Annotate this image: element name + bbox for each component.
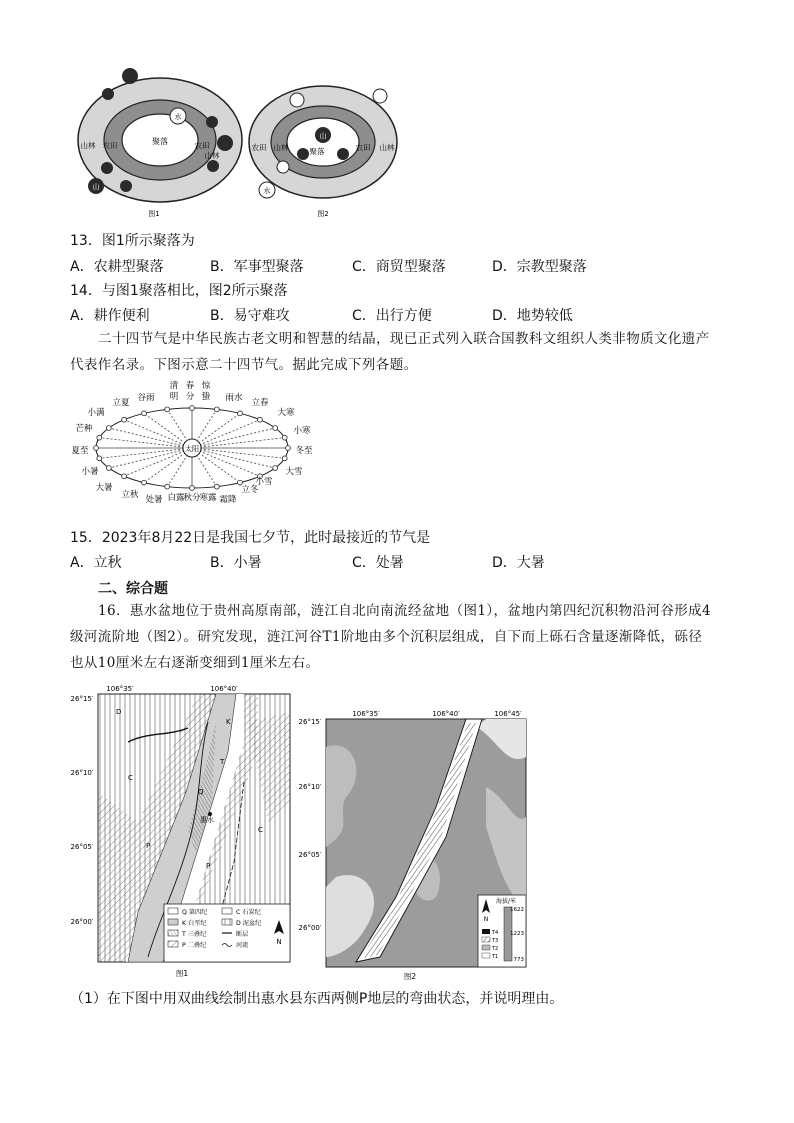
map1-lon-2: 106°40′ xyxy=(210,685,238,693)
term-xiaoman: 小满 xyxy=(87,408,105,418)
map2-elev-2: 1223 xyxy=(510,931,524,937)
term-zhe: 蛰 xyxy=(201,392,211,402)
term-qiufen: 秋分 xyxy=(183,493,201,503)
q15-option-a[interactable]: A．立秋 xyxy=(70,555,122,571)
map2-lat-1: 26°15′ xyxy=(298,718,322,726)
map1-lat-1: 26°15′ xyxy=(70,695,94,703)
term-dot xyxy=(122,417,127,422)
q14-option-d[interactable]: D．地势较低 xyxy=(492,308,573,324)
q14-stem: 14．与图1聚落相比，图2所示聚落 xyxy=(70,283,288,299)
fig2-water-label: 水 xyxy=(263,187,271,195)
passage-line-2: 代表作名录。下图示意二十四节气。据此完成下列各题。 xyxy=(70,357,418,373)
fig1-outer-label: 山林 xyxy=(80,141,96,150)
term-xiaoshu: 小暑 xyxy=(81,467,99,477)
map1-legend-3: K 白垩纪 xyxy=(182,920,207,927)
map1-legend-8: 河流 xyxy=(236,942,249,949)
term-jing: 惊 xyxy=(201,381,211,391)
q15-option-d[interactable]: D．大暑 xyxy=(492,555,545,571)
fig1-center-label: 聚落 xyxy=(152,137,168,146)
map1-lon-1: 106°35′ xyxy=(106,685,134,693)
term-dot xyxy=(165,484,170,489)
map1-label-k: K xyxy=(226,718,231,726)
q13-stem: 13．图1所示聚落为 xyxy=(70,233,195,249)
map2-legend-title: 海拔/米 xyxy=(495,898,517,905)
q13-option-a[interactable]: A．农耕型聚落 xyxy=(70,259,164,275)
settlement-figure-2 xyxy=(245,80,405,222)
map1-legend-7: P 二叠纪 xyxy=(182,942,207,949)
term-dot xyxy=(286,446,291,451)
term-ming: 明 xyxy=(169,392,179,402)
map1-label-q: Q xyxy=(198,788,204,796)
geologic-map-figure-1 xyxy=(68,682,296,982)
term-dot xyxy=(97,456,102,461)
fig2-outer-left-label: 农田 xyxy=(251,143,267,152)
map2-terrace-t4: T4 xyxy=(492,930,499,936)
fig1-mountain-label: 山 xyxy=(92,183,100,191)
term-dot xyxy=(273,426,278,431)
term-hanlu: 寒露 xyxy=(199,493,217,503)
map1-label-c2: C xyxy=(258,826,263,834)
term-fen: 分 xyxy=(185,392,195,402)
q16-line-2: 级河流阶地（图2）。研究发现，涟江河谷T1阶地由多个沉积层组成，自下而上砾石含量逐渐降低，砾径 xyxy=(70,629,703,645)
q16-line-1: 16．惠水盆地位于贵州高原南部，涟江自北向南流经盆地（图1），盆地内第四纪沉积物沿河谷形成4 xyxy=(98,603,712,619)
map1-legend-1: Q 第四纪 xyxy=(182,909,208,916)
q14-option-c[interactable]: C．出行方便 xyxy=(352,308,432,324)
passage-line-1: 二十四节气是中华民族古老文明和智慧的结晶，现已正式列入联合国教科文组织人类非物质文化遗产 xyxy=(98,331,710,347)
map1-caption: 图1 xyxy=(175,969,189,978)
map1-legend-4: D 泥盆纪 xyxy=(236,920,262,927)
term-dot xyxy=(106,466,111,471)
map1-lat-3: 26°05′ xyxy=(70,843,94,851)
q16-sub-1: （1）在下图中用双曲线绘制出惠水县东西两侧P地层的弯曲状态，并说明理由。 xyxy=(70,991,564,1007)
term-dot xyxy=(214,407,219,412)
map2-lon-3: 106°45′ xyxy=(494,710,522,718)
q16-line-3: 也从10厘米左右逐渐变细到1厘米左右。 xyxy=(70,655,320,671)
section-2-title: 二、综合题 xyxy=(98,581,168,597)
fig2-middle-left-label: 山林 xyxy=(273,143,289,152)
term-liqiu: 立秋 xyxy=(121,490,139,500)
fig2-outer-right-label: 山林 xyxy=(379,143,395,152)
map2-north: N xyxy=(483,916,489,923)
term-spoke xyxy=(99,438,192,448)
map1-legend-6: 断层 xyxy=(236,931,249,938)
term-dot xyxy=(122,474,127,479)
term-dot xyxy=(142,411,147,416)
map2-elev-3: 773 xyxy=(513,957,524,963)
term-dashu: 大暑 xyxy=(95,483,113,493)
term-dot xyxy=(282,435,287,440)
fig2-middle-right-label: 农田 xyxy=(355,143,371,152)
q13-option-d[interactable]: D．宗教型聚落 xyxy=(492,259,587,275)
fig1-right-middle-label: 农田 xyxy=(194,141,210,150)
term-yushui: 雨水 xyxy=(225,393,243,403)
map1-lat-4: 26°00′ xyxy=(70,918,94,926)
term-dot xyxy=(165,407,170,412)
term-dot xyxy=(257,417,262,422)
fig1-water-label: 水 xyxy=(174,113,182,121)
term-daxue: 大雪 xyxy=(285,467,303,477)
term-guyu: 谷雨 xyxy=(137,393,155,403)
map2-lat-3: 26°05′ xyxy=(298,851,322,859)
map1-label-huishui: 惠水 xyxy=(200,816,214,824)
term-spoke xyxy=(192,438,285,448)
term-mangzhong: 芒种 xyxy=(75,424,93,434)
term-dot xyxy=(238,411,243,416)
term-dot xyxy=(94,446,99,451)
term-dongzhi: 冬至 xyxy=(295,446,313,456)
map2-lat-2: 26°10′ xyxy=(298,783,322,791)
map1-lat-2: 26°10′ xyxy=(70,769,94,777)
map2-caption: 图2 xyxy=(403,972,417,981)
term-dahan: 大寒 xyxy=(277,408,295,418)
term-dot xyxy=(214,484,219,489)
q14-option-a[interactable]: A．耕作便利 xyxy=(70,308,150,324)
map1-label-c: C xyxy=(128,774,133,782)
term-chushu: 处暑 xyxy=(145,495,163,505)
fig1-right-outer-label: 山林 xyxy=(204,151,220,160)
term-dot xyxy=(97,435,102,440)
term-lichun: 立春 xyxy=(251,398,269,408)
map2-elev-1: 1622 xyxy=(510,907,524,913)
map2-terrace-t1: T1 xyxy=(492,954,499,960)
term-dot xyxy=(282,456,287,461)
term-xiaohan: 小寒 xyxy=(293,426,311,436)
term-dot xyxy=(190,486,195,491)
fig2-caption: 图2 xyxy=(317,210,329,218)
q13-option-c[interactable]: C．商贸型聚落 xyxy=(352,259,446,275)
term-dot xyxy=(273,466,278,471)
fig1-middle-label: 农田 xyxy=(102,141,118,150)
map2-lon-1: 106°35′ xyxy=(352,710,380,718)
term-shuangjiang: 霜降 xyxy=(219,495,237,505)
map1-label-p2: P xyxy=(206,862,211,870)
term-dot xyxy=(142,480,147,485)
fig2-center-label: 聚落 xyxy=(309,147,325,156)
q15-option-c[interactable]: C．处暑 xyxy=(352,555,404,571)
map1-label-d: D xyxy=(116,708,122,716)
fig1-caption: 图1 xyxy=(148,210,160,218)
q15-stem: 15．2023年8月22日是我国七夕节，此时最接近的节气是 xyxy=(70,530,431,546)
map1-legend-2: C 石炭纪 xyxy=(236,909,261,916)
map2-lat-4: 26°00′ xyxy=(298,924,322,932)
sun-label: 太阳 xyxy=(185,445,199,453)
term-dot xyxy=(190,406,195,411)
settlement-figure-1 xyxy=(70,62,250,222)
q13-option-b[interactable]: B．军事型聚落 xyxy=(210,259,304,275)
map2-terrace-t3: T3 xyxy=(492,938,499,944)
map2-lon-2: 106°40′ xyxy=(432,710,460,718)
term-bailu: 白露 xyxy=(167,493,185,503)
map1-label-p: P xyxy=(146,842,151,850)
term-lixia: 立夏 xyxy=(112,398,130,408)
elevation-map-figure-2 xyxy=(296,707,536,983)
term-spoke xyxy=(192,448,285,458)
map2-terrace-t2: T2 xyxy=(492,946,499,952)
term-dot xyxy=(106,426,111,431)
term-qing: 清 xyxy=(169,381,179,391)
term-lidong: 立冬 xyxy=(241,485,259,495)
fig2-mountain-label: 山 xyxy=(319,132,327,140)
term-xiazhi: 夏至 xyxy=(71,446,89,456)
q15-option-b[interactable]: B．小暑 xyxy=(210,555,262,571)
term-chun: 春 xyxy=(185,381,195,391)
map1-label-t: T xyxy=(220,758,225,766)
solar-terms-diagram xyxy=(71,380,328,510)
map1-north: N xyxy=(276,938,282,946)
map1-legend-5: T 三叠纪 xyxy=(182,931,207,938)
term-spoke xyxy=(99,448,192,458)
q14-option-b[interactable]: B．易守难攻 xyxy=(210,308,290,324)
term-xiaoxue: 小雪 xyxy=(255,477,273,487)
